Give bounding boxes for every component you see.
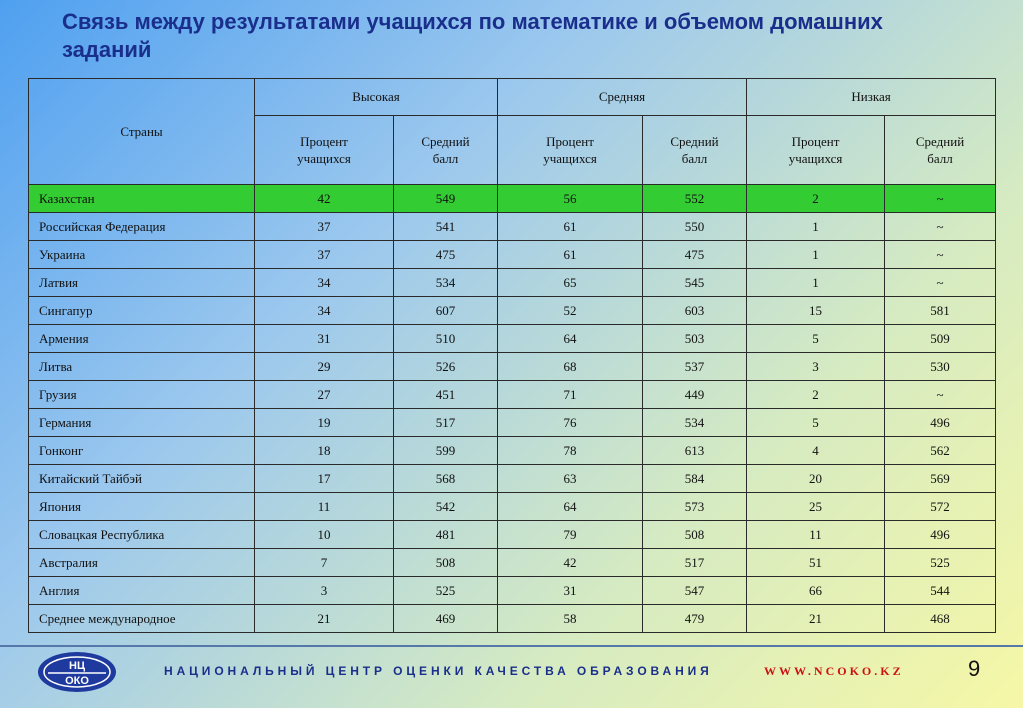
table-row <box>29 241 996 269</box>
country-cell: Литва <box>29 353 255 381</box>
value-cell: 534 <box>643 409 747 437</box>
country-cell: Казахстан <box>29 185 255 213</box>
country-cell: Армения <box>29 325 255 353</box>
value-cell: 550 <box>643 213 747 241</box>
logo-text-top: НЦ <box>69 660 85 672</box>
value-cell: 526 <box>394 353 498 381</box>
value-cell: 517 <box>394 409 498 437</box>
value-cell: 530 <box>885 353 996 381</box>
value-cell: 56 <box>498 185 643 213</box>
subheader-high-percent: Процент учащихся <box>255 116 394 185</box>
value-cell: 5 <box>747 409 885 437</box>
value-cell: 34 <box>255 269 394 297</box>
table-row <box>29 297 996 325</box>
table-row <box>29 269 996 297</box>
value-cell: 481 <box>394 521 498 549</box>
value-cell: 51 <box>747 549 885 577</box>
country-cell: Япония <box>29 493 255 521</box>
results-table <box>28 78 996 633</box>
value-cell: 552 <box>643 185 747 213</box>
value-cell: 547 <box>643 577 747 605</box>
logo-text-bottom: ОКО <box>65 675 89 687</box>
value-cell: 42 <box>498 549 643 577</box>
value-cell: 572 <box>885 493 996 521</box>
table-row <box>29 325 996 353</box>
value-cell: 19 <box>255 409 394 437</box>
value-cell: 584 <box>643 465 747 493</box>
subheader-medium-score: Средний балл <box>643 116 747 185</box>
value-cell: 11 <box>255 493 394 521</box>
subheader-low-percent: Процент учащихся <box>747 116 885 185</box>
country-cell: Китайский Тайбэй <box>29 465 255 493</box>
table-row <box>29 353 996 381</box>
country-cell: Российская Федерация <box>29 213 255 241</box>
value-cell: 5 <box>747 325 885 353</box>
value-cell: 562 <box>885 437 996 465</box>
value-cell: 496 <box>885 521 996 549</box>
value-cell: 11 <box>747 521 885 549</box>
value-cell: 496 <box>885 409 996 437</box>
value-cell: 37 <box>255 241 394 269</box>
subheader-low-score: Средний балл <box>885 116 996 185</box>
value-cell: 468 <box>885 605 996 633</box>
value-cell: 61 <box>498 241 643 269</box>
value-cell: 607 <box>394 297 498 325</box>
value-cell: 63 <box>498 465 643 493</box>
table-body <box>29 185 996 633</box>
value-cell: 3 <box>255 577 394 605</box>
country-cell: Словацкая Республика <box>29 521 255 549</box>
value-cell: 65 <box>498 269 643 297</box>
value-cell: 1 <box>747 269 885 297</box>
value-cell: 42 <box>255 185 394 213</box>
value-cell: 58 <box>498 605 643 633</box>
value-cell: 479 <box>643 605 747 633</box>
column-group-medium: Средняя <box>498 79 747 116</box>
value-cell: 68 <box>498 353 643 381</box>
value-cell: 31 <box>498 577 643 605</box>
value-cell: 20 <box>747 465 885 493</box>
value-cell: 568 <box>394 465 498 493</box>
table-row <box>29 409 996 437</box>
value-cell: 61 <box>498 213 643 241</box>
value-cell: 76 <box>498 409 643 437</box>
column-group-low: Низкая <box>747 79 996 116</box>
value-cell: 10 <box>255 521 394 549</box>
value-cell: 449 <box>643 381 747 409</box>
value-cell: 2 <box>747 381 885 409</box>
value-cell: 603 <box>643 297 747 325</box>
value-cell: 64 <box>498 493 643 521</box>
table-row <box>29 465 996 493</box>
value-cell: 4 <box>747 437 885 465</box>
value-cell: 31 <box>255 325 394 353</box>
value-cell: 509 <box>885 325 996 353</box>
value-cell: 34 <box>255 297 394 325</box>
value-cell: 1 <box>747 213 885 241</box>
country-cell: Среднее международное <box>29 605 255 633</box>
table-row <box>29 381 996 409</box>
value-cell: 544 <box>885 577 996 605</box>
value-cell: 78 <box>498 437 643 465</box>
table-row <box>29 185 996 213</box>
value-cell: 21 <box>747 605 885 633</box>
footer-organization: НАЦИОНАЛЬНЫЙ ЦЕНТР ОЦЕНКИ КАЧЕСТВА ОБРАЗОВАНИЯ <box>164 664 713 678</box>
table-row <box>29 549 996 577</box>
value-cell: 599 <box>394 437 498 465</box>
table-row <box>29 213 996 241</box>
page-number: 9 <box>968 656 981 681</box>
footer-website-link[interactable]: WWW.NCOKO.KZ <box>764 664 904 678</box>
value-cell: 451 <box>394 381 498 409</box>
table-row <box>29 605 996 633</box>
value-cell: ~ <box>885 185 996 213</box>
country-cell: Австралия <box>29 549 255 577</box>
value-cell: 21 <box>255 605 394 633</box>
value-cell: 569 <box>885 465 996 493</box>
value-cell: 52 <box>498 297 643 325</box>
table-row <box>29 493 996 521</box>
page-title: Связь между результатами учащихся по математике и объемом домашних заданий <box>62 9 883 62</box>
value-cell: 537 <box>643 353 747 381</box>
value-cell: 508 <box>643 521 747 549</box>
column-header-country: Страны <box>29 79 255 185</box>
value-cell: ~ <box>885 381 996 409</box>
value-cell: 71 <box>498 381 643 409</box>
value-cell: 534 <box>394 269 498 297</box>
value-cell: 37 <box>255 213 394 241</box>
value-cell: ~ <box>885 213 996 241</box>
table-row <box>29 521 996 549</box>
value-cell: 2 <box>747 185 885 213</box>
value-cell: 517 <box>643 549 747 577</box>
value-cell: 17 <box>255 465 394 493</box>
column-group-high: Высокая <box>255 79 498 116</box>
value-cell: 27 <box>255 381 394 409</box>
value-cell: 573 <box>643 493 747 521</box>
subheader-medium-percent: Процент учащихся <box>498 116 643 185</box>
country-cell: Гонконг <box>29 437 255 465</box>
value-cell: 510 <box>394 325 498 353</box>
value-cell: 475 <box>394 241 498 269</box>
value-cell: 525 <box>394 577 498 605</box>
value-cell: 525 <box>885 549 996 577</box>
country-cell: Сингапур <box>29 297 255 325</box>
value-cell: 64 <box>498 325 643 353</box>
header-row-groups <box>29 79 996 116</box>
subheader-high-score: Средний балл <box>394 116 498 185</box>
footer-divider <box>0 645 1023 647</box>
value-cell: 545 <box>643 269 747 297</box>
country-cell: Англия <box>29 577 255 605</box>
value-cell: 18 <box>255 437 394 465</box>
country-cell: Украина <box>29 241 255 269</box>
value-cell: 581 <box>885 297 996 325</box>
value-cell: 29 <box>255 353 394 381</box>
value-cell: ~ <box>885 269 996 297</box>
value-cell: 503 <box>643 325 747 353</box>
value-cell: 3 <box>747 353 885 381</box>
value-cell: 66 <box>747 577 885 605</box>
value-cell: 15 <box>747 297 885 325</box>
value-cell: 549 <box>394 185 498 213</box>
value-cell: 25 <box>747 493 885 521</box>
ncoko-logo-icon <box>36 650 118 694</box>
value-cell: 475 <box>643 241 747 269</box>
value-cell: 79 <box>498 521 643 549</box>
value-cell: 541 <box>394 213 498 241</box>
value-cell: 7 <box>255 549 394 577</box>
table-row <box>29 437 996 465</box>
country-cell: Германия <box>29 409 255 437</box>
value-cell: 508 <box>394 549 498 577</box>
value-cell: ~ <box>885 241 996 269</box>
country-cell: Латвия <box>29 269 255 297</box>
value-cell: 1 <box>747 241 885 269</box>
table-row <box>29 577 996 605</box>
value-cell: 613 <box>643 437 747 465</box>
value-cell: 542 <box>394 493 498 521</box>
value-cell: 469 <box>394 605 498 633</box>
country-cell: Грузия <box>29 381 255 409</box>
